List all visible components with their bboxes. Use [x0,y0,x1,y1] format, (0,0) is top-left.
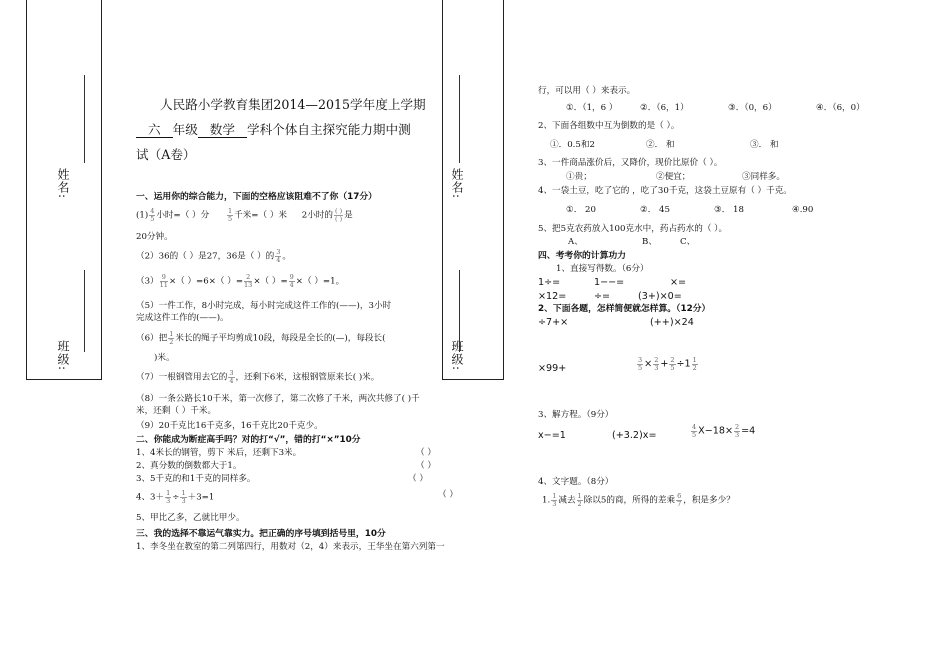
fraction-2-3: $\frac{2}{3}$ [654,356,659,372]
choice-5-option-a[interactable]: A、 [568,237,583,247]
subject-value: 数学 [198,122,247,138]
judge-answer-paren[interactable]: （ ） [416,461,436,471]
fraction-1-2: $\frac{1}{2}$ [577,492,582,508]
mental-calc-3: ×= [670,277,687,288]
question-1-5: （5）一件工作，8小时完成，每小时完成这件工作的(——)，3小时 [136,301,392,311]
name-line [84,75,85,163]
question-1-2: （2）36的（ ）是27，36是（ ）的 $\frac{3}{4}$ 。 [136,248,292,264]
class-label: 班级: [450,340,464,372]
judge-item-1: 1、4米长的钢管，剪下 米后，还剩下3米。 [136,448,302,458]
section4-heading: 四、考考你的计算功力 [538,251,626,261]
equation-3: $\frac{4}{5}$ X−18× $\frac{2}{3}$ =4 [692,423,756,439]
choice-question-2: 2、下面各组数中互为倒数的是（ ）。 [538,121,680,131]
section2-heading: 二、你能成为断症高手吗？对的打“√”，错的打“×”10分 [136,435,361,445]
judge-answer-paren[interactable]: （ ） [416,448,436,458]
name-label: 姓名: [56,168,70,200]
fraction-3-4: $\frac{3}{4}$ [229,369,234,385]
simplify-4: $\frac{3}{5}$ × $\frac{2}{3}$ + $\frac{2}{5}$ ÷1 $\frac{1}{2}$ [638,356,697,372]
choice-question-3: 3、一件商品涨价后，又降价，现价比原价（ ）。 [538,158,723,168]
fraction-6-7: $\frac{6}{7}$ [677,492,682,508]
fraction-1-5: $\frac{1}{5}$ [227,207,233,223]
word-problem-1: 1. $\frac{1}{3}$ 减去 $\frac{1}{2}$ 除以5的商，所得的差乘 $\frac{6}{7}$ ，积是多少？ [542,492,735,508]
mental-calc-2: 1−−= [594,277,625,288]
binding-strip-left [26,0,102,380]
choice-3-option-1[interactable]: ①贵； [566,172,592,182]
choice-1-option-2[interactable]: ②．（6，1） [640,103,689,113]
choice-1-option-4[interactable]: ④．（6，0） [816,103,865,113]
section3-heading: 三、我的选择不靠运气靠实力。把正确的序号填到括号里，10分 [136,529,386,539]
mental-calc-1: 1÷= [538,277,561,288]
class-label: 班级: [56,340,70,372]
choice-1-option-3[interactable]: ③．（0，6） [728,103,777,113]
class-line [84,270,85,352]
choice-2-option-2[interactable]: ②． 和 [646,140,675,150]
simplify-2: (++)×24 [650,317,694,328]
question-1-8: （8）一条公路长10千米，第一次修了，第二次修了千米，两次共修了( )千 [136,394,420,404]
simplify-1: ÷7+× [538,317,569,328]
exam-title-line1: 人民路小学教育集团2014—2015学年度上学期 [160,97,426,112]
choice-question-1-cont: 行，可以用（ ）来表示。 [538,86,636,96]
question-1-6-cont: )米。 [154,353,175,363]
choice-question-1: 1、李冬坐在教室的第二列第四行，用数对（2，4）来表示，王华坐在第六列第一 [136,542,445,552]
choice-3-option-3[interactable]: ③同样多。 [742,172,785,182]
grade-value: 六 [136,122,173,138]
judge-item-4: 4、3＋ $\frac{1}{3}$ ÷ $\frac{1}{3}$ ＋3=1 [136,489,215,505]
calc-sub3: 3、解方程。（9分） [538,410,614,420]
fraction-1-2: $\frac{1}{2}$ [169,330,174,346]
choice-3-option-2[interactable]: ②便宜； [656,172,691,182]
calc-sub1: 1、直接写得数。（6分） [556,264,649,274]
name-label: 姓名: [450,168,464,200]
question-1-6: （6）把 $\frac{1}{2}$ 米长的绳子平均剪成10段，每段是全长的(—)，每段长( [136,330,386,346]
section1-heading: 一、运用你的综合能力，下面的空格应该阻难不了你（17分） [136,192,377,202]
choice-question-5: 5、把5克农药放入100克水中，药占药水的（ ）。 [538,224,728,234]
choice-1-option-1[interactable]: ①．（1，6 ） [566,103,618,113]
judge-answer-paren[interactable]: （ ） [438,490,458,500]
question-1-8-cont: 米，还剩（ ）千米。 [136,406,217,416]
fraction-9-11: $\frac{9}{11}$ [159,273,168,289]
question-1-1-cont: 20分钟。 [136,232,173,242]
name-line [459,75,460,163]
title-line2-rest: 学科个体自主探究能力期中测 [246,122,411,137]
mental-calc-4: ×12= [538,291,567,302]
mental-calc-5: ÷= [594,291,611,302]
equation-1: x−=1 [538,430,566,441]
choice-4-option-3[interactable]: ③． 18 [714,205,744,215]
choice-2-option-3[interactable]: ③． 和 [750,140,779,150]
choice-2-option-1[interactable]: ①．0.5和2 [550,140,595,150]
question-1-7: （7）一根钢管用去它的 $\frac{3}{4}$ ，还剩下6米，这根钢管原来长( )米。 [136,369,380,385]
fraction-3-4: $\frac{3}{4}$ [276,248,281,264]
question-1-1: (1) $\frac{4}{5}$ 小时=（ ）分 $\frac{1}{5}$ 千米=（ ）米 2小时的 ( ) ( ) 是 [136,207,353,223]
grade-suffix: 年级 [172,122,198,137]
judge-answer-paren[interactable]: （ ） [408,474,428,484]
choice-4-option-4[interactable]: ④.90 [792,205,814,215]
fraction-9-4: $\frac{9}{4}$ [289,273,294,289]
calc-sub4: 4、文字题。（8分） [538,477,614,487]
equation-2: (+3.2)x= [612,430,657,441]
choice-4-option-2[interactable]: ②． 45 [640,205,670,215]
binding-strip-right [442,0,504,380]
calc-sub2: 2、下面各题，怎样简便就怎样算。（12分） [538,304,711,314]
fraction-1-2: $\frac{1}{2}$ [692,356,697,372]
choice-question-4: 4、一袋土豆，吃了它的 ，吃了30千克，这袋土豆原有（ ）千克。 [538,186,792,196]
judge-item-3: 3、5千克的和1千克的同样多。 [136,474,256,484]
fraction-4-5: $\frac{4}{5}$ [692,423,697,439]
question-1-3: （3） $\frac{9}{11}$ ×（ ）=6×（ ）= $\frac{2}{13}$ ×（ ）= $\frac{9}{4}$ ×（ ）=1。 [136,273,345,289]
fraction-1-3: $\frac{1}{3}$ [166,489,171,505]
fraction-4-5: $\frac{4}{5}$ [150,207,155,223]
question-1-9: （9）20千克比16千克多，16千克比20千克少。 [136,421,323,431]
fraction-2-13: $\frac{2}{13}$ [244,273,253,289]
choice-4-option-1[interactable]: ①． 20 [566,205,596,215]
exam-title-line3: 试（A卷） [136,147,196,162]
fraction-blank: ( ) ( ) [335,207,343,223]
exam-title-line2 [136,119,411,138]
mental-calc-6: (3+)×0= [638,291,682,302]
choice-5-option-b[interactable]: B、 [642,237,657,247]
question-1-5-cont: 完成这件工作的(——)。 [136,313,229,323]
judge-item-5: 5、甲比乙多，乙就比甲少。 [136,513,245,523]
fraction-1-3: $\frac{1}{3}$ [181,489,186,505]
simplify-3: ×99+ [538,363,567,374]
choice-5-option-c[interactable]: C、 [680,237,696,247]
fraction-1-3: $\frac{1}{3}$ [552,492,557,508]
fraction-2-3: $\frac{2}{3}$ [735,423,740,439]
fraction-3-5: $\frac{3}{5}$ [638,356,643,372]
fraction-2-5: $\frac{2}{5}$ [670,356,675,372]
judge-item-2: 2、真分数的倒数都大于1。 [136,461,242,471]
